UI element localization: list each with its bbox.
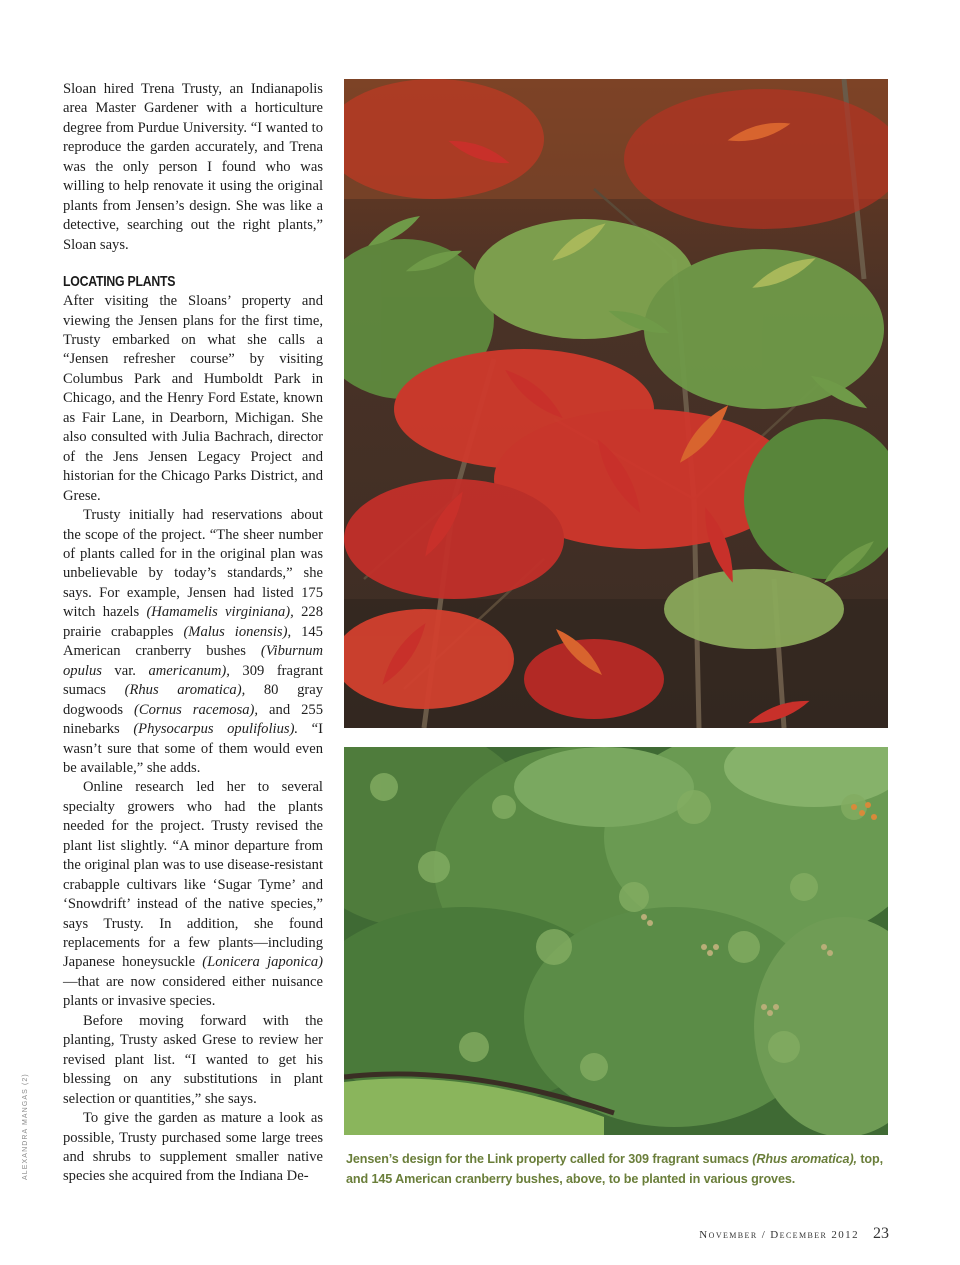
caption-text: top, and 145 American cranberry bushes, above, to be planted in various groves.: [346, 1152, 884, 1186]
species-name: (Hamamelis virginiana),: [146, 604, 294, 621]
species-name: americanum),: [148, 662, 230, 679]
text-run: 80 gray dogwoods: [63, 682, 324, 718]
text-run: 228 prairie crabapples: [63, 604, 323, 640]
photo-caption: [346, 1150, 894, 1189]
sumac-photo-illustration: [344, 79, 888, 728]
text-run: “I wasn’t sure that some of them would even be available,” she adds.: [63, 721, 323, 776]
paragraph-mature-look: To give the garden as mature a look as possible, Trusty purchased some large trees and shrubs to supplement smaller native species she acquired from the Indiana De-: [63, 1110, 323, 1185]
text-run: Trusty initially had reservations about the scope of the project. “The sheer number of plants called for in the original plan was unbelievable by today’s standards,” she says. For example, Jensen had listed 175 witch hazels: [63, 507, 323, 621]
article-body-column: [63, 80, 323, 1187]
text-run: 145 American cranberry bushes: [63, 623, 323, 660]
text-run: —that are now considered either nuisance plants or invasive species.: [63, 973, 323, 1010]
species-name: (Rhus aromatica),: [124, 682, 246, 699]
photo-sumac-foliage: [344, 79, 888, 728]
species-name: (Viburnum opulus: [63, 643, 323, 679]
paragraph-review: Before moving forward with the planting, Trusty asked Grese to review her revised plant list. “I wanted to get his blessing on any substitutions in plant selection or quantities,” she says.: [63, 1012, 323, 1107]
cranberry-photo-illustration: [344, 747, 888, 1135]
paragraph-intro: Sloan hired Trena Trusty, an Indianapolis area Master Gardener with a horticulture degree from Purdue University. “I wanted to reproduce the garden accurately, and Trena was the only person I found who was willing to help renovate it using the original plants from Jensen’s design. She was like a detective, searching out the right plants,” Sloan says.: [63, 81, 323, 253]
photo-credit: ALEXANDRA MANGAS (2): [22, 1073, 29, 1180]
text-run: 309 fragrant sumacs: [63, 662, 324, 699]
section-heading: LOCATING PLANTS: [63, 273, 176, 291]
paragraph-reservations: [63, 506, 323, 778]
issue-date: November / December 2012: [699, 1229, 859, 1241]
paragraph-visits: After visiting the Sloans’ property and viewing the Jensen plans for the first time, Trusty embarked on what she calls a “Jensen refresher course” by visiting Columbus Park and Humboldt Park in Chicago, and the Henry Ford Estate, known as Fair Lane, in Dearborn, Michigan. She also consulted with Julia Bachrach, director of the Jens Jensen Legacy Project and historian for the Chicago Parks District, and Grese.: [63, 293, 323, 504]
paragraph-research: [63, 778, 323, 1011]
text-run: Online research led her to several specialty growers who had the plants needed for the project. Trusty revised the plant list slightly. “A minor departure from the original plan was to use disease-resistant crabapple cultivars like ‘Sugar Tyme’ and ‘Snowdrift’ instead of the native species,” says Trusty. In addition, she found replacements for a few plants—including Japanese honeysuckle: [63, 779, 323, 971]
species-name: (Lonicera japonica): [202, 954, 323, 971]
page-footer: [699, 1225, 889, 1243]
species-name: (Cornus racemosa),: [133, 701, 259, 718]
page-number: 23: [873, 1225, 889, 1242]
caption-text: Jensen’s design for the Link property called for 309 fragrant sumacs: [346, 1152, 753, 1166]
photo-cranberry-bushes: [344, 747, 888, 1135]
species-name: (Malus ionensis),: [183, 623, 292, 640]
text-run: var.: [101, 662, 149, 679]
species-name: (Physocarpus opulifolius).: [133, 721, 299, 738]
caption-species: (Rhus aromatica),: [752, 1152, 857, 1166]
text-run: and 255 ninebarks: [63, 701, 323, 738]
